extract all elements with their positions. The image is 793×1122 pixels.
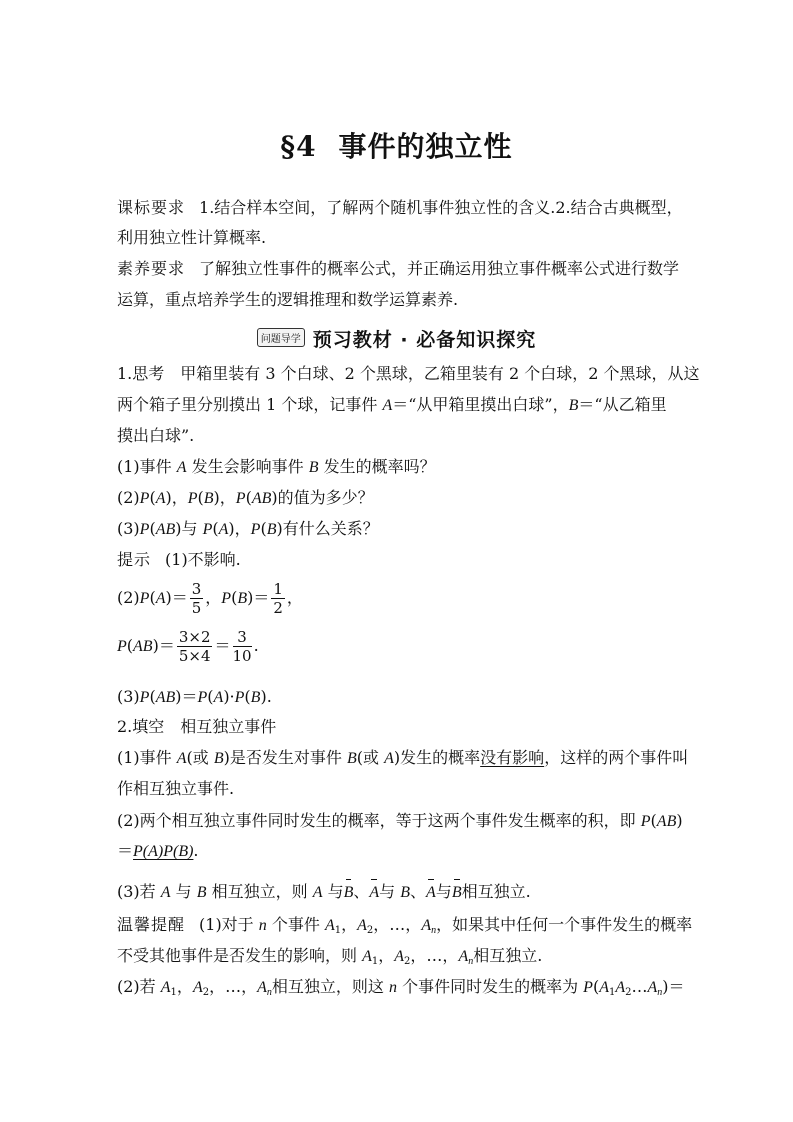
- curriculum-line-1: [117, 197, 683, 219]
- fill-1-line-2: 作相互独立事件.: [117, 779, 235, 798]
- hint-line-3: P(AB)＝ $\frac{3\times 2}{5\times 4}$ ＝ $\frac{3}{10}$ .: [117, 628, 259, 665]
- fill-2-line-2: ＝P(A)P(B).: [117, 841, 199, 860]
- section-badge: 问题导学: [257, 328, 305, 347]
- fraction-pab-result: $\frac{3}{10}$: [232, 628, 252, 665]
- literacy-line-1: [117, 258, 679, 280]
- tip-label: 温馨提醒: [117, 915, 186, 934]
- question-3: (3)P(AB)与 P(A)，P(B)有什么关系？: [117, 519, 379, 538]
- fill-2-answer: P(A)P(B): [133, 843, 194, 860]
- section-header: [0, 325, 793, 352]
- question-2: (2)P(A)，P(B)，P(AB)的值为多少？: [117, 488, 374, 507]
- curriculum-label: 课标要求: [117, 198, 186, 217]
- hint-line-2: (2)P(A)＝ $\frac{3}{5}$ ，P(B)＝ $\frac{1}{2}$ ，: [117, 580, 303, 617]
- fill-2-line-1: (2)两个相互独立事件同时发生的概率，等于这两个事件发生概率的积，即 P(AB): [117, 811, 683, 830]
- question-1: (1)事件 A 发生会影响事件 B 发生的概率吗？: [117, 457, 436, 476]
- literacy-label: 素养要求: [117, 259, 186, 278]
- tip-line-1: 温馨提醒 (1)对于 n 个事件 $A_1$，$A_2$，…，$A_n$，如果其中任何一个事件发生的概率: [117, 915, 693, 936]
- fraction-pa: $\frac{3}{5}$: [191, 580, 202, 617]
- section-title: 预习教材 · 必备知识探究: [312, 329, 537, 351]
- fill-heading: 2.填空 相互独立事件: [117, 717, 277, 736]
- curriculum-line-2: 利用独立性计算概率.: [117, 228, 267, 247]
- think-line-2: 两个箱子里分别摸出 1 个球，记事件 A＝“从甲箱里摸出白球”，B＝“从乙箱里: [117, 395, 667, 414]
- section-number: §4: [280, 130, 317, 163]
- fill-1-answer: 没有影响: [480, 748, 545, 767]
- literacy-text-1: 了解独立性事件的概率公式，并正确运用独立事件概率公式进行数学: [199, 259, 680, 278]
- hint-label: 提示: [117, 550, 152, 569]
- fill-3-line: (3)若 A 与 B 相互独立，则 A 与B、A与 B、A与B相互独立.: [117, 881, 531, 904]
- think-line-3: 摸出白球”.: [117, 426, 195, 445]
- tip-line-3: (2)若 $A_1$，$A_2$，…，$A_n$相互独立，则这 n 个事件同时发生的概率为 $P(A_1A_2\dots A_n)=$: [117, 977, 685, 998]
- hint-line-1: 提示 (1)不影响.: [117, 550, 241, 569]
- title-text: 事件的独立性: [338, 130, 513, 163]
- fill-1-line-1: (1)事件 A(或 B)是否发生对事件 B(或 A)发生的概率没有影响，这样的两个事件叫: [117, 748, 689, 767]
- curriculum-text-1: 1.结合样本空间，了解两个随机事件独立性的含义.2.结合古典概型，: [199, 198, 683, 217]
- think-line-1: 1.思考 甲箱里装有 3 个白球、2 个黑球，乙箱里装有 2 个白球，2 个黑球，从这: [117, 364, 700, 383]
- fraction-pab: $\frac{3\times 2}{5\times 4}$: [178, 628, 211, 665]
- fraction-pb: $\frac{1}{2}$: [273, 580, 283, 617]
- tip-line-2: 不受其他事件是否发生的影响，则 $A_1$，$A_2$，…，$A_n$相互独立.: [117, 946, 543, 967]
- hint-line-4: (3)P(AB)＝P(A)·P(B).: [117, 687, 272, 706]
- page-title: [0, 125, 793, 165]
- literacy-line-2: 运算，重点培养学生的逻辑推理和数学运算素养.: [117, 290, 459, 309]
